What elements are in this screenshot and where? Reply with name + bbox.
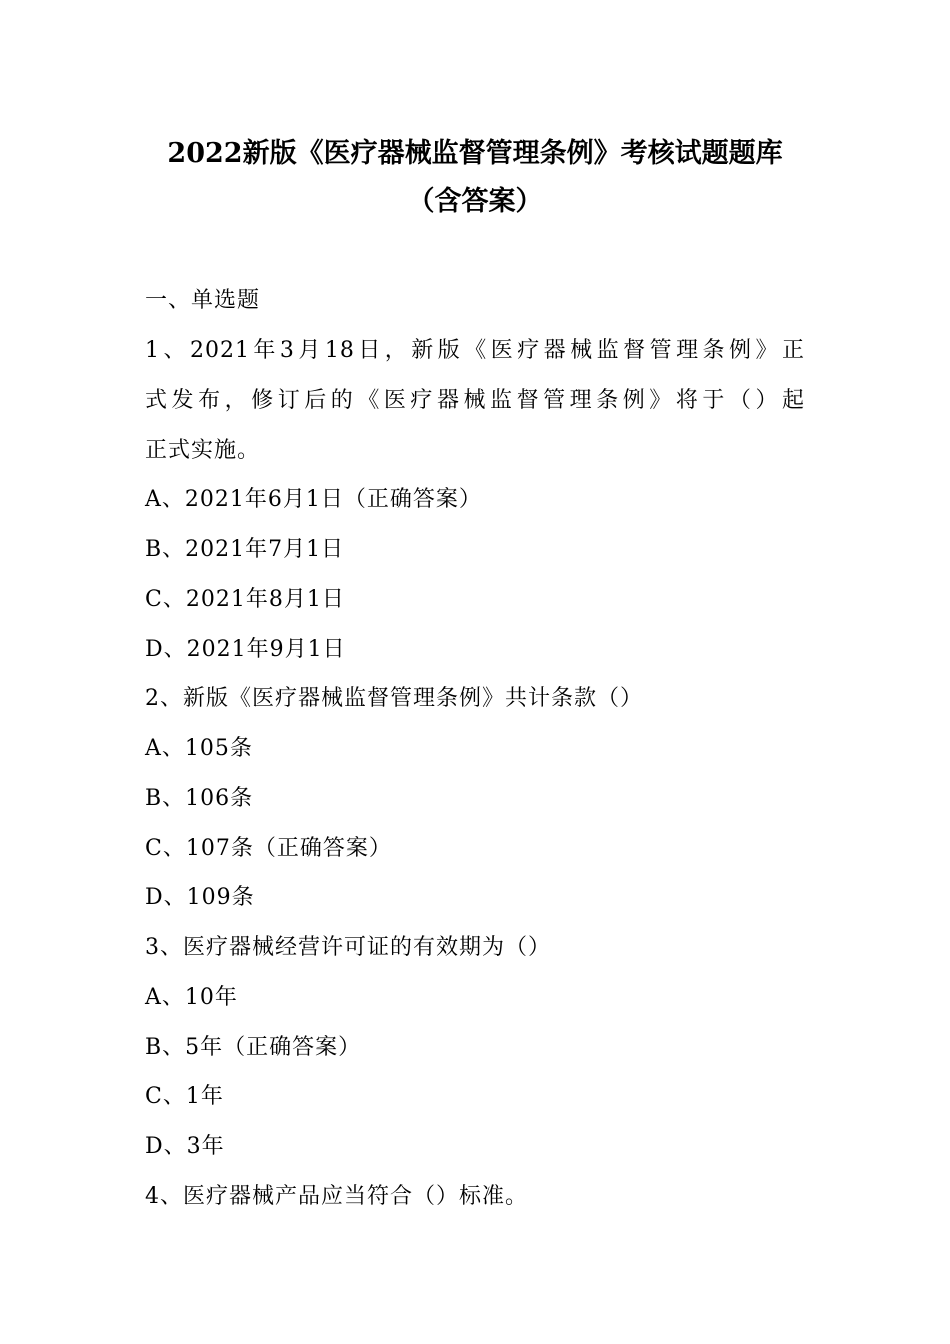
question-1-option-d: D、2021年9月1日 xyxy=(145,637,346,662)
document-title-line-1: 2022新版《医疗器械监督管理条例》考核试题题库 xyxy=(167,138,783,169)
question-2-option-b: B、106条 xyxy=(145,786,254,811)
document-title-line-2: （含答案） xyxy=(407,186,543,217)
question-2-line-1: 2、新版《医疗器械监督管理条例》共计条款（） xyxy=(145,686,643,711)
question-1-option-b: B、2021年7月1日 xyxy=(145,537,345,562)
question-2-option-c: C、107条（正确答案） xyxy=(145,836,392,861)
question-3-option-b: B、5年（正确答案） xyxy=(145,1035,362,1060)
question-1-line-1: 1、2021年3月18日，新版《医疗器械监督管理条例》正 xyxy=(145,338,805,363)
question-1-option-c: C、2021年8月1日 xyxy=(145,587,345,612)
question-3-option-c: C、1年 xyxy=(145,1084,224,1109)
question-4-line-1: 4、医疗器械产品应当符合（）标准。 xyxy=(145,1184,528,1209)
question-2-option-d: D、109条 xyxy=(145,885,255,910)
question-3-option-a: A、10年 xyxy=(145,985,238,1010)
question-1-option-a: A、2021年6月1日（正确答案） xyxy=(145,487,482,512)
question-1-line-3: 正式实施。 xyxy=(145,438,261,463)
section-heading: 一、单选题 xyxy=(145,288,261,313)
question-2-option-a: A、105条 xyxy=(145,736,253,761)
question-1-line-2: 式发布，修订后的《医疗器械监督管理条例》将于（）起 xyxy=(145,388,805,413)
question-3-option-d: D、3年 xyxy=(145,1134,225,1159)
question-3-line-1: 3、医疗器械经营许可证的有效期为（） xyxy=(145,935,551,960)
